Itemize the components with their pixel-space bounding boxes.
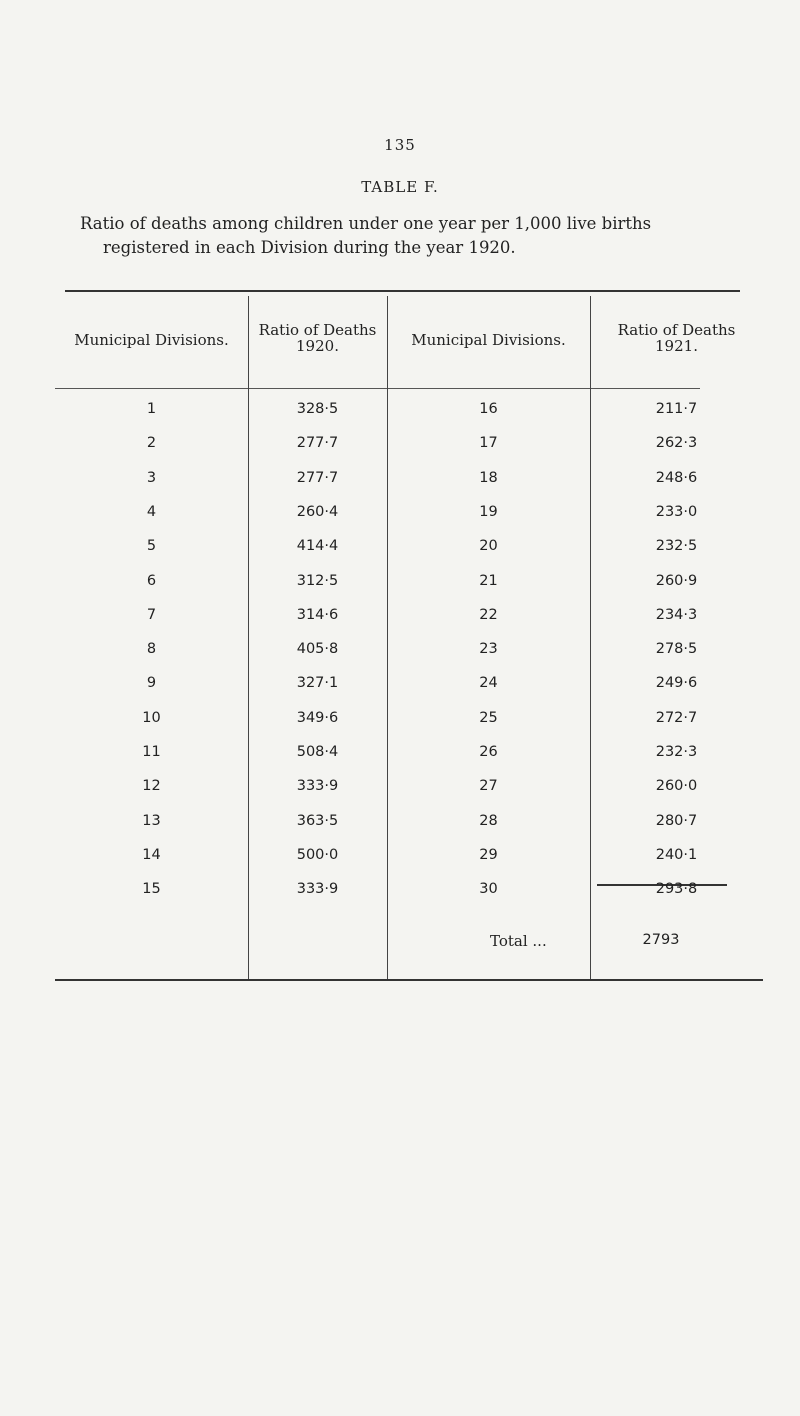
header-ratio-1920-line2: 1920.: [296, 337, 339, 355]
table-cell-div-a: 14: [142, 846, 161, 863]
table-cell-ratio-a: 277·7: [296, 435, 339, 452]
table-cell-div-b: 23: [479, 641, 498, 658]
column-divider: [590, 296, 591, 979]
table-cell-div-b: 26: [479, 744, 498, 760]
table-cell-ratio-a: 349·6: [296, 709, 339, 726]
page-number: 135: [384, 136, 416, 154]
table-cell-div-a: 2: [146, 435, 157, 452]
table-cell-ratio-a: 414·4: [296, 538, 339, 555]
total-label: Total ...: [490, 932, 547, 950]
table-cell-ratio-b: 249·6: [655, 675, 698, 692]
table-cell-div-b: 28: [479, 812, 498, 829]
table-cell-div-b: 29: [479, 846, 498, 863]
table-cell-div-b: 24: [479, 675, 498, 692]
table-cell-ratio-a: 508·4: [296, 744, 339, 760]
table-cell-ratio-a: 363·5: [296, 812, 339, 829]
table-cell-div-a: 9: [146, 675, 157, 692]
table-cell-div-b: 22: [479, 606, 498, 623]
table-cell-ratio-a: 314·6: [296, 606, 339, 623]
table-cell-div-a: 10: [142, 709, 161, 726]
table-cell-div-b: 25: [479, 709, 498, 726]
total-value: 2793: [642, 932, 680, 948]
table-cell-ratio-b: 262·3: [655, 435, 698, 452]
table-cell-div-b: 17: [479, 435, 498, 452]
header-rule: [55, 388, 700, 389]
table-cell-div-a: 12: [142, 778, 161, 795]
header-ratio-1921-line2: 1921.: [655, 337, 698, 355]
table-cell-ratio-a: 333·9: [296, 778, 339, 795]
table-cell-ratio-a: 328·5: [296, 401, 339, 417]
table-cell-div-a: 13: [142, 812, 161, 829]
table-cell-div-a: 7: [146, 606, 157, 623]
column-divider: [248, 296, 249, 979]
table-cell-div-b: 20: [479, 538, 498, 555]
table-cell-ratio-b: 280·7: [655, 812, 698, 829]
header-municipal-divisions-b: Municipal Divisions.: [411, 331, 566, 349]
table-subtitle-line1: Ratio of deaths among children under one year per 1,000 live births: [80, 214, 652, 233]
table-bottom-rule: [55, 979, 763, 981]
table-cell-ratio-b: 232·3: [655, 744, 698, 760]
table-cell-div-a: 1: [146, 401, 157, 417]
death-ratio-table: [55, 290, 763, 990]
column-divider: [387, 296, 388, 979]
table-cell-ratio-b: 232·5: [655, 538, 698, 555]
table-cell-div-a: 15: [142, 881, 161, 898]
table-cell-div-b: 16: [479, 401, 498, 417]
table-cell-ratio-a: 405·8: [296, 641, 339, 658]
table-cell-ratio-a: 500·0: [296, 846, 339, 863]
table-cell-ratio-b: 278·5: [655, 641, 698, 658]
header-municipal-divisions-a: Municipal Divisions.: [74, 331, 229, 349]
header-ratio-1921-line1: Ratio of Deaths: [617, 321, 736, 339]
table-cell-div-b: 21: [479, 572, 498, 589]
table-cell-div-a: 6: [146, 572, 157, 589]
table-cell-ratio-a: 312·5: [296, 572, 339, 589]
table-cell-ratio-b: 272·7: [655, 709, 698, 726]
table-cell-ratio-b: 260·9: [655, 572, 698, 589]
table-cell-ratio-a: 333·9: [296, 881, 339, 898]
table-cell-ratio-b: 233·0: [655, 503, 698, 520]
table-cell-ratio-a: 327·1: [296, 675, 339, 692]
table-cell-div-a: 4: [146, 503, 157, 520]
table-cell-ratio-b: 240·1: [655, 846, 698, 863]
table-cell-ratio-b: 211·7: [655, 401, 698, 417]
header-ratio-1920-line1: Ratio of Deaths: [258, 321, 377, 339]
table-subtitle-line2: registered in each Division during the year 1920.: [103, 238, 516, 257]
table-cell-div-b: 19: [479, 503, 498, 520]
table-cell-div-a: 8: [146, 641, 157, 658]
table-cell-ratio-b: 293·8: [655, 881, 698, 898]
table-cell-ratio-a: 260·4: [296, 503, 339, 520]
table-cell-ratio-a: 277·7: [296, 469, 339, 486]
header-ratio-1921: [590, 322, 763, 354]
table-top-rule: [65, 290, 740, 292]
table-cell-div-b: 18: [479, 469, 498, 486]
table-cell-div-b: 30: [479, 881, 498, 898]
table-cell-ratio-b: 260·0: [655, 778, 698, 795]
header-ratio-1920: [248, 322, 387, 354]
table-cell-div-a: 3: [146, 469, 157, 486]
table-cell-div-a: 11: [142, 744, 161, 760]
table-cell-div-b: 27: [479, 778, 498, 795]
table-cell-ratio-b: 248·6: [655, 469, 698, 486]
table-cell-ratio-b: 234·3: [655, 606, 698, 623]
table-title: TABLE F.: [361, 178, 439, 196]
table-cell-div-a: 5: [146, 538, 157, 555]
